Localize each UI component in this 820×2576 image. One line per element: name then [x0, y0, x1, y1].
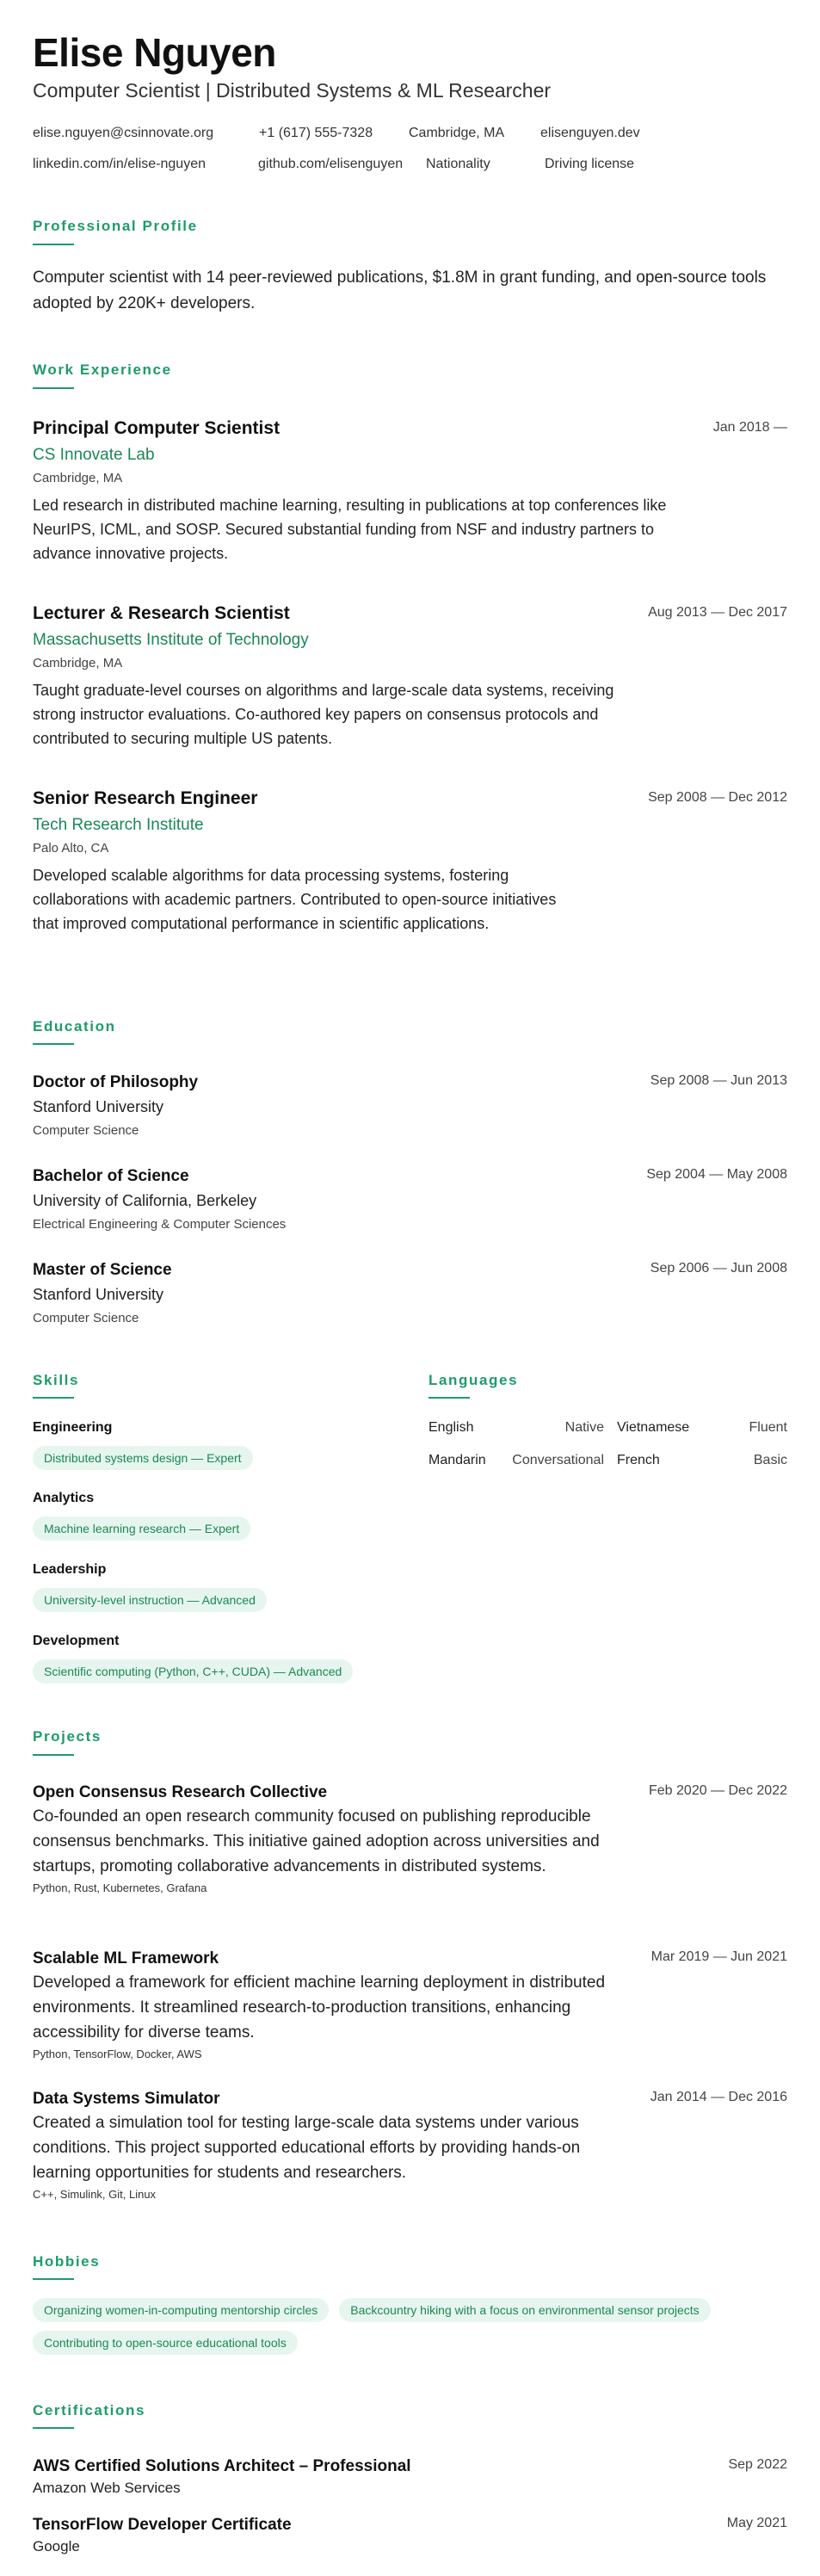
section-rule: [33, 387, 74, 389]
job-entry: [33, 603, 787, 751]
certification-entry: [33, 2457, 787, 2497]
section-title-skills: Skills: [33, 1372, 80, 1388]
contact-row-1: [33, 126, 640, 141]
language-level: Native: [564, 1420, 604, 1435]
job-date: Aug 2013 — Dec 2017: [648, 605, 787, 620]
skill-tag: Distributed systems design — Expert: [33, 1446, 253, 1470]
section-title-profile: Professional Profile: [33, 218, 198, 234]
education-field: Electrical Engineering & Computer Sciences: [33, 1217, 287, 1232]
contact-driving-license: Driving license: [545, 157, 635, 171]
language-level: Conversational: [512, 1453, 604, 1467]
education-date: Sep 2004 — May 2008: [646, 1167, 787, 1182]
project-date: Mar 2019 — Jun 2021: [650, 1949, 787, 1964]
job-entry: [33, 418, 787, 565]
job-title: Lecturer & Research Scientist: [33, 603, 290, 623]
education-school: Stanford University: [33, 1098, 164, 1115]
certification-name: AWS Certified Solutions Architect – Professional: [33, 2457, 411, 2475]
job-date: Jan 2018 —: [712, 420, 787, 435]
section-title-work: Work Experience: [33, 361, 172, 378]
education-entry: [33, 1261, 787, 1325]
hobby-tag: Backcountry hiking with a focus on environmental sensor projects: [339, 2298, 710, 2322]
job-location: Cambridge, MA: [33, 471, 123, 485]
education-degree: Doctor of Philosophy: [33, 1073, 199, 1091]
hobby-row: [33, 2298, 711, 2322]
profile-text: Computer scientist with 14 peer-reviewed publications, $1.8M in grant funding, and open-source tools adopted by 220K+ developers.: [33, 269, 767, 312]
skill-group: [33, 1491, 250, 1541]
skill-group: [33, 1420, 253, 1470]
project-description: Created a simulation tool for testing large-scale data systems under various conditions. This project supported educational efforts by providing hands-on learning opportunities for students and researchers.: [33, 2114, 581, 2182]
job-organization: Massachusetts Institute of Technology: [33, 631, 309, 649]
skill-category: Development: [33, 1634, 120, 1648]
contact-github[interactable]: github.com/elisenguyen: [258, 157, 404, 171]
project-entry: [33, 1783, 787, 1894]
section-rule: [33, 244, 74, 245]
skill-group: [33, 1634, 353, 1683]
section-rule: [428, 1397, 470, 1399]
education-field: Computer Science: [33, 1311, 139, 1325]
certification-entry: [33, 2516, 787, 2555]
project-description: Co-founded an open research community focused on publishing reproducible consensus benchmarks. This initiative gained adoption across universities and startups, promoting collaborative advancements in distributed systems.: [33, 1807, 600, 1875]
job-date: Sep 2008 — Dec 2012: [648, 790, 787, 805]
project-description: Developed a framework for efficient machine learning deployment in distributed environments. It streamlined research-to-production transitions, enhancing accessibility for diverse teams.: [33, 1974, 606, 2042]
project-technologies: C++, Simulink, Git, Linux: [33, 2188, 157, 2201]
language-row: [428, 1453, 787, 1472]
job-title: Senior Research Engineer: [33, 788, 258, 808]
certification-issuer: Google: [33, 2538, 80, 2554]
section-rule: [33, 1043, 74, 1045]
job-description: Taught graduate-level courses on algorithms and large-scale data systems, receiving strong instructor evaluations. Co-authored key papers on consensus protocols and contributed to securing multiple US patents.: [33, 682, 614, 747]
education-entry: [33, 1073, 787, 1138]
job-entry: [33, 788, 787, 936]
project-date: Feb 2020 — Dec 2022: [649, 1783, 787, 1798]
education-entry: [33, 1167, 787, 1232]
education-degree: Master of Science: [33, 1261, 172, 1279]
education-date: Sep 2006 — Jun 2008: [650, 1261, 787, 1276]
education-date: Sep 2008 — Jun 2013: [650, 1073, 787, 1088]
project-title: Scalable ML Framework: [33, 1949, 219, 1968]
education-school: University of California, Berkeley: [33, 1192, 257, 1209]
job-organization: Tech Research Institute: [33, 816, 204, 834]
contact-email[interactable]: elise.nguyen@csinnovate.org: [33, 126, 214, 140]
job-description: Led research in distributed machine learning, resulting in publications at top conferences like NeurIPS, ICML, and SOSP. Secured substantial funding from NSF and industry partners to advance innovative projects.: [33, 497, 667, 562]
candidate-name: Elise Nguyen: [33, 30, 276, 75]
contact-linkedin[interactable]: linkedin.com/in/elise-nguyen: [33, 157, 206, 171]
section-title-certifications: Certifications: [33, 2402, 146, 2418]
section-rule: [33, 2427, 74, 2429]
skill-tag: Scientific computing (Python, C++, CUDA) — Advanced: [33, 1659, 353, 1683]
language-name: Vietnamese: [617, 1420, 690, 1435]
project-technologies: Python, Rust, Kubernetes, Grafana: [33, 1881, 207, 1894]
job-title: Principal Computer Scientist: [33, 418, 281, 438]
job-description: Developed scalable algorithms for data processing systems, fostering collaborations with academic partners. Contributed to open-source initiatives that improved computational performance in scientific applications.: [33, 867, 557, 932]
language-name: Mandarin: [428, 1453, 486, 1467]
section-rule: [33, 1397, 74, 1399]
language-level: Basic: [753, 1453, 787, 1467]
hobby-tag: Contributing to open-source educational tools: [33, 2331, 298, 2355]
section-title-languages: Languages: [428, 1372, 519, 1388]
job-organization: CS Innovate Lab: [33, 446, 155, 464]
skill-category: Engineering: [33, 1420, 113, 1435]
contact-phone[interactable]: +1 (617) 555-7328: [259, 126, 373, 140]
project-technologies: Python, TensorFlow, Docker, AWS: [33, 2048, 202, 2060]
candidate-headline: Computer Scientist | Distributed Systems & ML Researcher: [33, 79, 552, 102]
education-degree: Bachelor of Science: [33, 1167, 189, 1185]
contact-nationality: Nationality: [426, 157, 490, 171]
language-name: French: [617, 1453, 660, 1467]
job-location: Palo Alto, CA: [33, 841, 109, 856]
project-entry: [33, 1949, 787, 2060]
hobby-row: [33, 2331, 298, 2355]
contact-location: Cambridge, MA: [409, 126, 505, 140]
project-title: Data Systems Simulator: [33, 2090, 220, 2108]
skill-category: Analytics: [33, 1491, 95, 1505]
certification-date: May 2021: [726, 2516, 787, 2530]
language-level: Fluent: [749, 1420, 787, 1435]
section-rule: [33, 1754, 74, 1756]
project-date: Jan 2014 — Dec 2016: [650, 2090, 787, 2104]
certification-issuer: Amazon Web Services: [33, 2480, 181, 2496]
hobby-tag: Organizing women-in-computing mentorship circles: [33, 2298, 329, 2322]
section-title-hobbies: Hobbies: [33, 2253, 101, 2270]
certification-date: Sep 2022: [728, 2457, 787, 2472]
education-school: Stanford University: [33, 1286, 164, 1303]
section-title-projects: Projects: [33, 1728, 102, 1745]
section-title-education: Education: [33, 1018, 116, 1035]
job-location: Cambridge, MA: [33, 656, 123, 670]
language-row: [428, 1420, 787, 1439]
education-field: Computer Science: [33, 1123, 139, 1138]
project-title: Open Consensus Research Collective: [33, 1783, 328, 1801]
skill-tag: Machine learning research — Expert: [33, 1517, 250, 1541]
contact-website[interactable]: elisenguyen.dev: [540, 126, 640, 140]
skill-category: Leadership: [33, 1562, 107, 1577]
certification-name: TensorFlow Developer Certificate: [33, 2516, 292, 2534]
section-rule: [33, 2278, 74, 2280]
skill-tag: University-level instruction — Advanced: [33, 1588, 267, 1612]
skill-group: [33, 1562, 267, 1612]
project-entry: [33, 2090, 787, 2201]
language-name: English: [428, 1420, 474, 1435]
contact-row-2: [33, 157, 634, 172]
